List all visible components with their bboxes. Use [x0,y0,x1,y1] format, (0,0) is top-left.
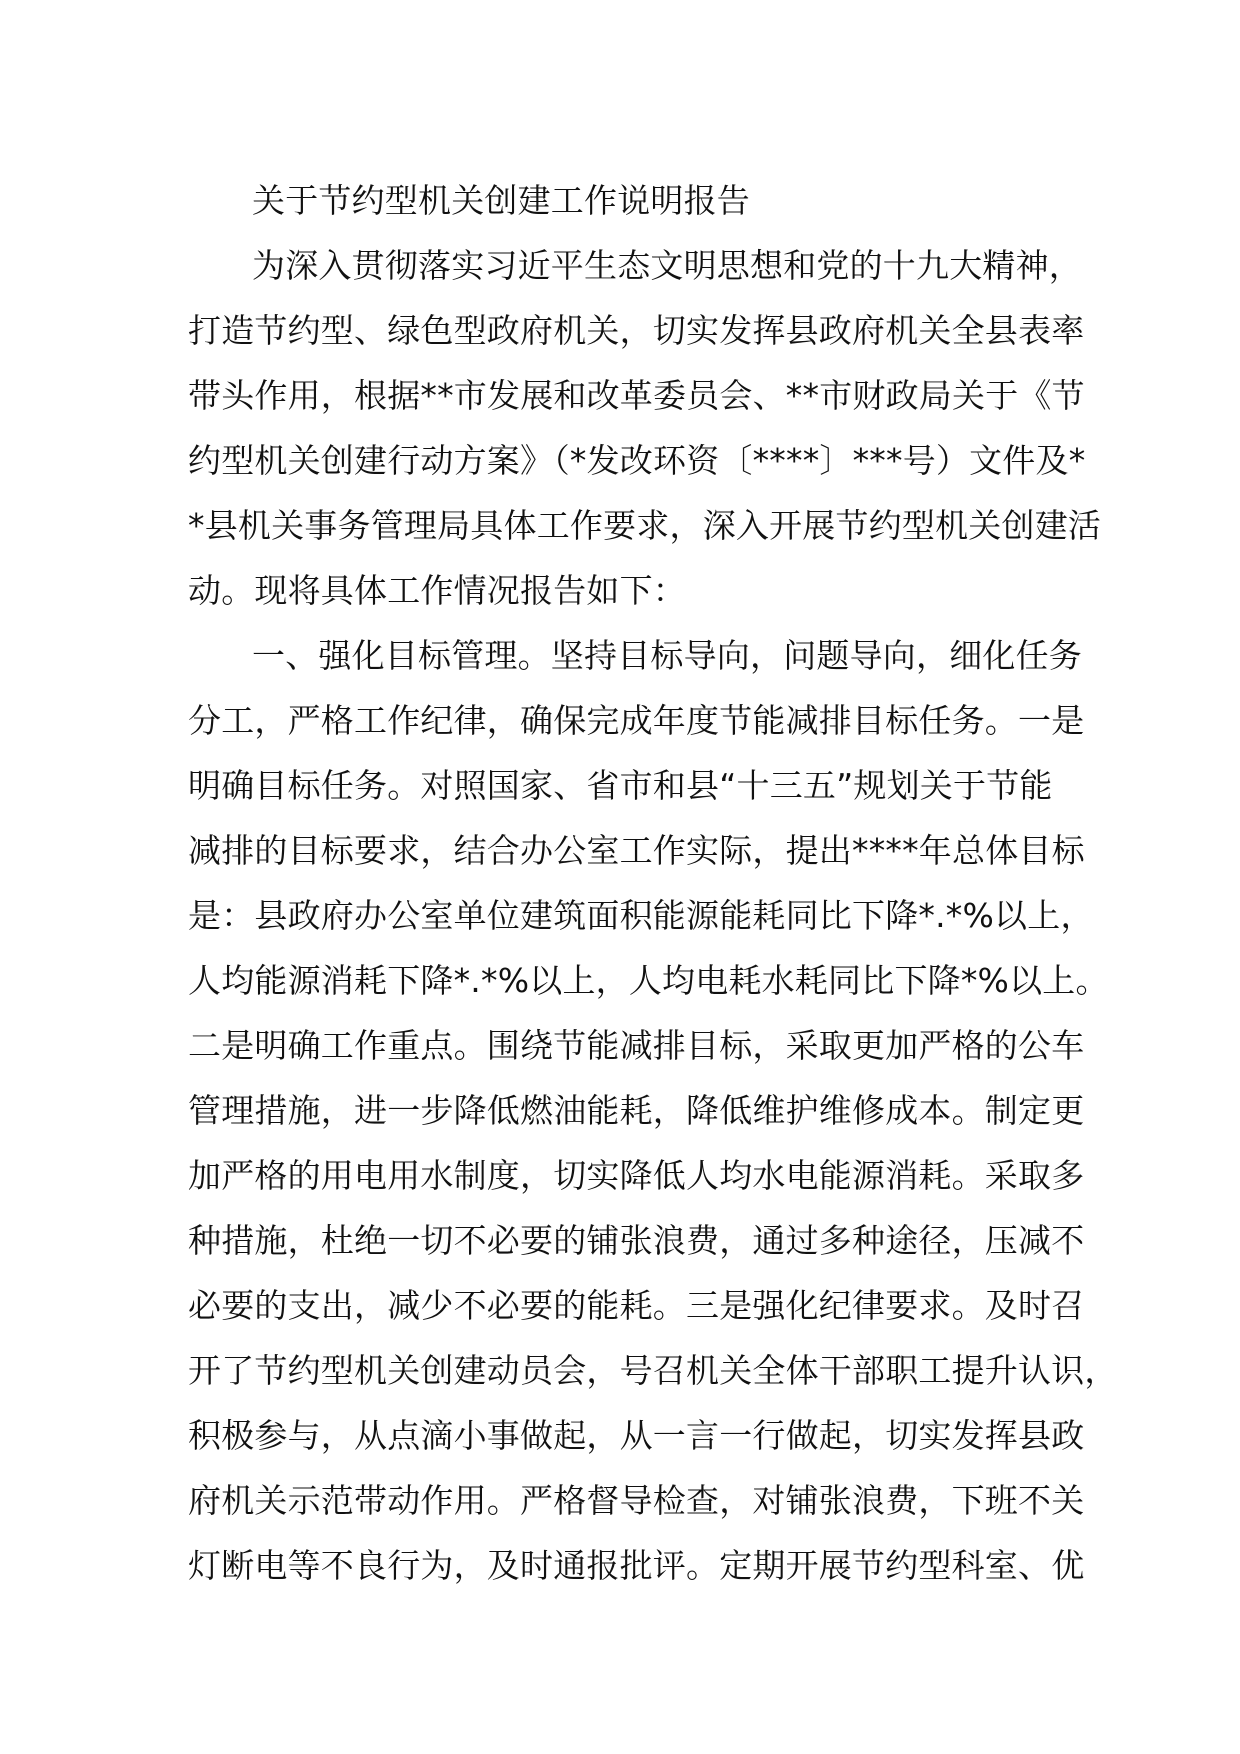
paragraph-2-line-3: 明确目标任务。对照国家、省市和县“十三五”规划关于节能 [188,766,1053,805]
paragraph-2-line-11: 必要的支出，减少不必要的能耗。三是强化纪律要求。及时召 [188,1286,1085,1325]
paragraph-1-line-4: 约型机关创建行动方案》（*发改环资〔****〕***号）文件及* [188,441,1086,480]
paragraph-1-line-3: 带头作用，根据**市发展和改革委员会、**市财政局关于《节 [188,376,1085,415]
paragraph-1-line-2: 打造节约型、绿色型政府机关，切实发挥县政府机关全县表率 [188,311,1085,350]
document-title: 关于节约型机关创建工作说明报告 [252,181,750,220]
paragraph-2-line-5: 是：县政府办公室单位建筑面积能源能耗同比下降*.*%以上， [188,896,1094,935]
document-body [188,168,1118,1598]
paragraph-2-line-9: 加严格的用电用水制度，切实降低人均水电能源消耗。采取多 [188,1156,1085,1195]
paragraph-1-line-5: *县机关事务管理局具体工作要求，深入开展节约型机关创建活 [188,506,1102,545]
paragraph-2-line-10: 种措施，杜绝一切不必要的铺张浪费，通过多种途径，压减不 [188,1221,1085,1260]
paragraph-1-line-6: 动。现将具体工作情况报告如下： [188,571,686,610]
paragraph-2-line-6: 人均能源消耗下降*.*%以上，人均电耗水耗同比下降*%以上。 [188,961,1109,1000]
paragraph-2-line-2: 分工，严格工作纪律，确保完成年度节能减排目标任务。一是 [188,701,1085,740]
paragraph-2-line-7: 二是明确工作重点。围绕节能减排目标，采取更加严格的公车 [188,1026,1085,1065]
paragraph-1-line-1: 为深入贯彻落实习近平生态文明思想和党的十九大精神， [252,246,1082,285]
paragraph-2-line-12: 开了节约型机关创建动员会，号召机关全体干部职工提升认识， [188,1351,1118,1390]
paragraph-2-line-15: 灯断电等不良行为，及时通报批评。定期开展节约型科室、优 [188,1546,1085,1585]
paragraph-2-line-14: 府机关示范带动作用。严格督导检查，对铺张浪费，下班不关 [188,1481,1085,1520]
paragraph-2-line-13: 积极参与，从点滴小事做起，从一言一行做起，切实发挥县政 [188,1416,1085,1455]
paragraph-2-line-1: 一、强化目标管理。坚持目标导向，问题导向，细化任务 [252,636,1082,675]
paragraph-2-line-8: 管理措施，进一步降低燃油能耗，降低维护维修成本。制定更 [188,1091,1085,1130]
paragraph-2-line-4: 减排的目标要求，结合办公室工作实际，提出****年总体目标 [188,831,1085,870]
